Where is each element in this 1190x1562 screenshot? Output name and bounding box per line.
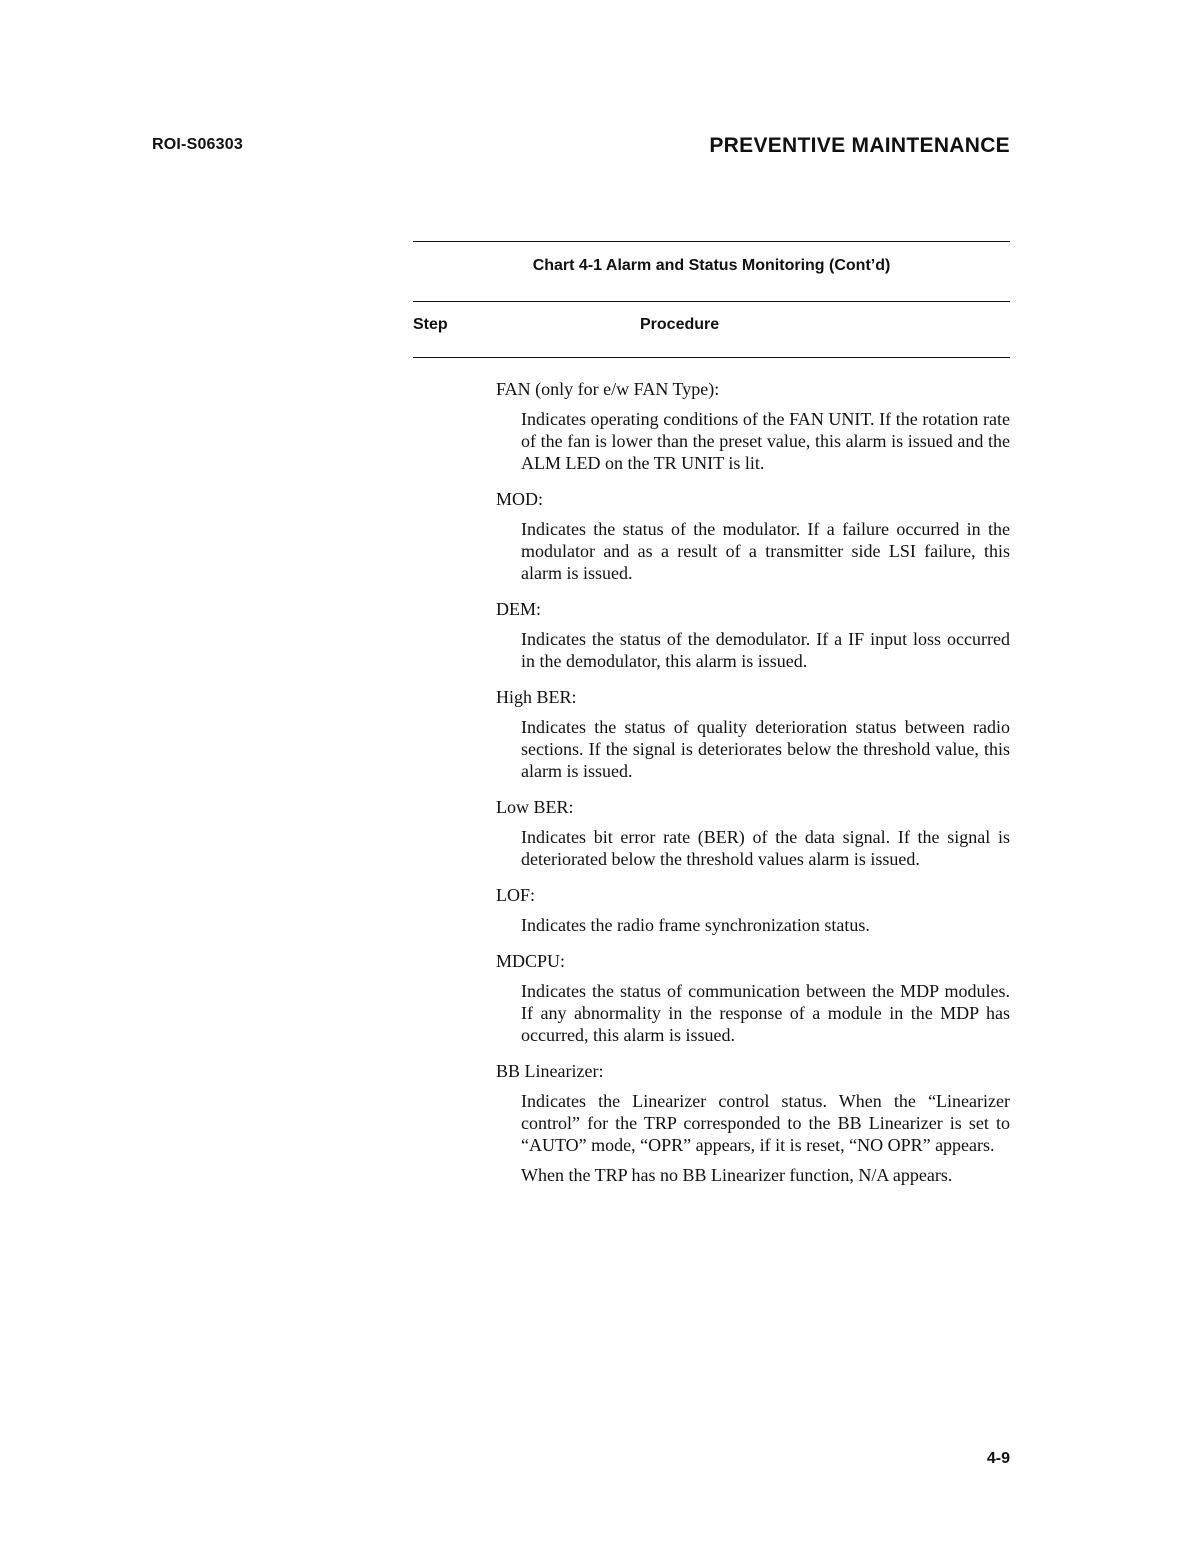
entry-mdcpu: [496, 950, 1010, 1046]
entry-description: Indicates the status of quality deterioration status between radio sections. If the signal is deteriorates below the threshold value, this alarm is issued.: [521, 717, 1010, 781]
entry-low-ber: [496, 796, 1010, 870]
chart-title: Chart 4-1 Alarm and Status Monitoring (Cont’d): [532, 257, 891, 274]
document-id: ROI-S06303: [152, 136, 243, 153]
entry-term: MOD:: [496, 489, 544, 509]
entry-description: Indicates bit error rate (BER) of the data signal. If the signal is deteriorated below the threshold values alarm is issued.: [521, 827, 1010, 869]
entry-term: FAN (only for e/w FAN Type):: [496, 379, 720, 399]
entry-description: Indicates the status of the modulator. If a failure occurred in the modulator and as a result of a transmitter side LSI failure, this alarm is issued.: [521, 519, 1010, 583]
entry-description: Indicates operating conditions of the FAN UNIT. If the rotation rate of the fan is lower than the preset value, this alarm is issued and the ALM LED on the TR UNIT is lit.: [521, 409, 1010, 473]
entry-description: Indicates the radio frame synchronization status.: [521, 915, 870, 935]
entry-description: Indicates the status of the demodulator. If a IF input loss occurred in the demodulator, this alarm is issued.: [521, 629, 1010, 671]
column-header-step: Step: [413, 316, 448, 333]
entry-bb-linearizer: [496, 1060, 1010, 1186]
chart-top-rule: [413, 241, 1010, 242]
entry-lof: [496, 884, 1010, 936]
column-header-procedure: Procedure: [640, 316, 720, 333]
entry-term: BB Linearizer:: [496, 1061, 604, 1081]
procedure-entries: [496, 378, 1010, 1200]
entry-description: Indicates the Linearizer control status. When the “Linearizer control” for the TRP corresponded to the BB Linearizer is set to “AUTO” mode, “OPR” appears, if it is reset, “NO OPR” appears.: [521, 1091, 1010, 1155]
header-top-rule: [413, 301, 1010, 302]
entry-description: When the TRP has no BB Linearizer function, N/A appears.: [521, 1165, 953, 1185]
page-number: 4-9: [986, 1450, 1010, 1467]
section-title: PREVENTIVE MAINTENANCE: [709, 134, 1010, 157]
entry-term: DEM:: [496, 599, 541, 619]
entry-term: High BER:: [496, 687, 577, 707]
entry-dem: [496, 598, 1010, 672]
entry-term: Low BER:: [496, 797, 574, 817]
entry-fan: [496, 378, 1010, 474]
entry-term: MDCPU:: [496, 951, 566, 971]
entry-description: Indicates the status of communication between the MDP modules. If any abnormality in the response of a module in the MDP has occurred, this alarm is issued.: [521, 981, 1010, 1045]
entry-high-ber: [496, 686, 1010, 782]
entry-term: LOF:: [496, 885, 536, 905]
header-bottom-rule: [413, 357, 1010, 358]
entry-mod: [496, 488, 1010, 584]
